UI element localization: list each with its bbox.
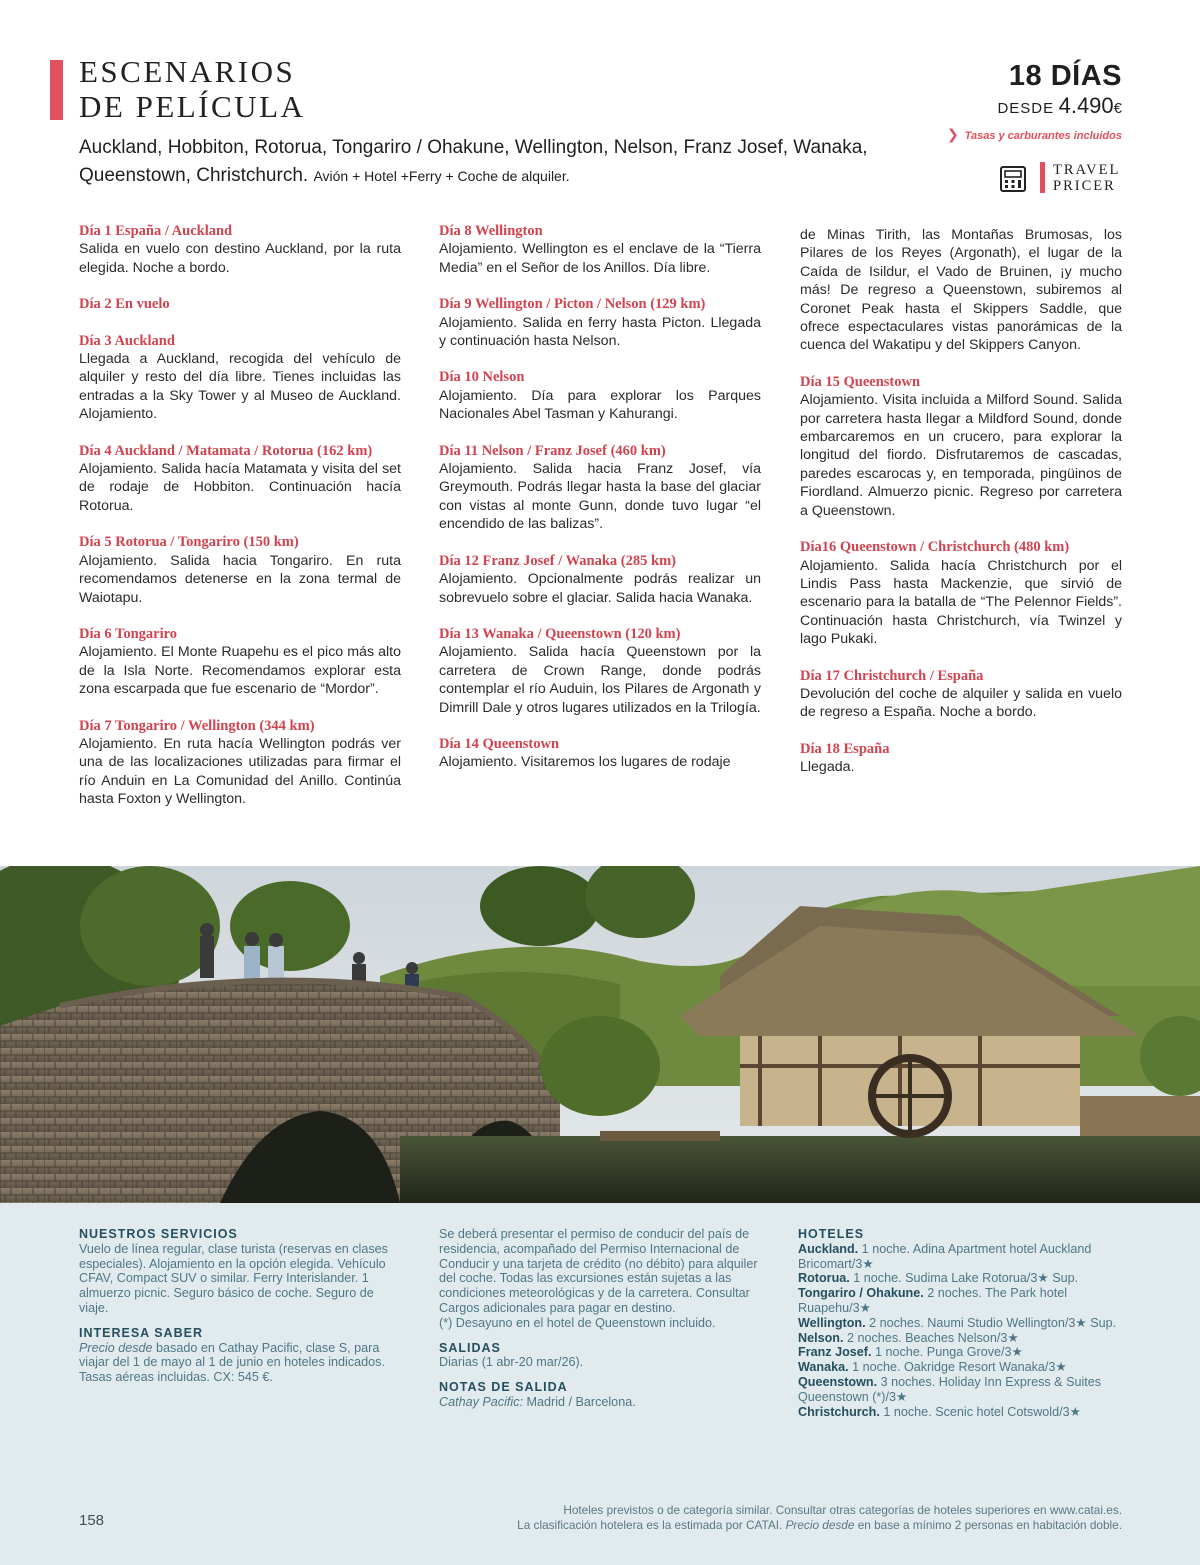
day-title: Día 18 España: [800, 740, 890, 757]
itinerary-day: [79, 717, 401, 809]
info-column-1: [79, 1227, 403, 1391]
day-title: Día 14 Queenstown: [439, 735, 560, 752]
day-title: Día16 Queenstown / Christchurch (480 km): [800, 539, 1070, 556]
hotel-city: Christchurch.: [798, 1404, 880, 1419]
day-description: Devolución del coche de alquiler y salida en vuelo de regreso a España. Noche a bordo.: [800, 685, 1122, 721]
day-title: Día 3 Auckland: [79, 332, 175, 349]
day-description: Alojamiento. Opcionalmente podrás realizar un sobrevuelo sobre el glaciar. Salida hacia Wanaka.: [439, 571, 761, 606]
itinerary-day: [79, 533, 401, 607]
hotels-heading: HOTELES: [798, 1227, 865, 1241]
itinerary-day: [439, 295, 761, 350]
hotel-item: [798, 1405, 1122, 1420]
day-description: Salida en vuelo con destino Auckland, por la ruta elegida. Noche a bordo.: [79, 241, 401, 276]
day-description: Alojamiento. Salida hacía Queenstown por la carretera de Crown Range, donde podrás contemplar el río Auduin, los Pilares de Argonath y Dimrill Dale y otros lugares utilizados en la Trilogía.: [439, 644, 761, 716]
day-title: Día 1 España / Auckland: [79, 223, 233, 239]
day-title: Día 13 Wanaka / Queenstown (120 km): [439, 625, 681, 642]
price-from-label: Precio desde: [79, 1340, 153, 1355]
hobbiton-photo: [0, 866, 1200, 1203]
travel-pricer-logo: [1000, 162, 1122, 194]
hotel-item: [798, 1316, 1122, 1331]
day-description: Alojamiento. Salida en ferry hasta Picton. Llegada y continuación hasta Nelson.: [439, 314, 761, 350]
day-title: Día 15 Queenstown: [800, 373, 921, 390]
day-14-continuation: de Minas Tirith, las Montañas Brumosas, los Pilares de los Reyes (Argonath), el lugar de la Caída de Isildur, el Vado de Bruinen, ¡y mucho más! De regreso a Queenstown, subiremos al Coronet Peak hasta el Skippers Saddle, que ofrece espectaculares vistas panorámicas de la cuenca del Wakatipu y del Skippers Canyon.: [800, 227, 1122, 354]
itinerary-column-1: [79, 222, 401, 827]
day-title: Día 5 Rotorua / Tongariro (150 km): [79, 534, 299, 551]
itinerary-day: [800, 740, 1122, 777]
hotel-city: Nelson.: [798, 1330, 844, 1345]
day-description: Alojamiento. Salida hacia Franz Josef, vía Greymouth. Podrás llegar hasta la base del glaciar con vistas al monte Gunn, donde tuvo lugar “el encendido de las balizas”.: [439, 461, 761, 533]
hotel-city: Tongariro / Ohakune.: [798, 1286, 924, 1301]
itinerary-day: [800, 373, 1122, 520]
day-title: Día 12 Franz Josef / Wanaka (285 km): [439, 552, 676, 569]
taxes-note-text: Tasas y carburantes incluidos: [964, 130, 1122, 142]
calculator-icon: [1000, 166, 1026, 192]
itinerary-day: [79, 625, 401, 699]
itinerary-day: [79, 222, 401, 277]
itinerary-day: [79, 295, 401, 313]
itinerary-day: [439, 735, 761, 772]
hotel-details: 1 noche. Punga Grove/3★: [871, 1345, 1023, 1360]
day-title: Día 9 Wellington / Picton / Nelson (129 km): [439, 296, 706, 313]
breakfast-note: (*) Desayuno en el hotel de Queenstown incluido.: [439, 1315, 716, 1330]
travel-pricer-bar: [1040, 162, 1045, 193]
day-description: Alojamiento. Salida hacía Matamata y visita del set de rodaje de Hobbiton. Continuación hacía Rotorua.: [79, 461, 401, 514]
day-title: Día 17 Christchurch / España: [800, 667, 984, 684]
hotel-details: 1 noche. Sudima Lake Rotorua/3★ Sup.: [849, 1271, 1079, 1286]
transport-summary: Avión + Hotel +Ferry + Coche de alquiler.: [313, 168, 570, 184]
trip-duration: 18 DÍAS: [1008, 60, 1122, 92]
hobbiton-scene: [0, 866, 1200, 1203]
price-prefix: DESDE: [997, 100, 1055, 117]
hotel-city: Auckland.: [798, 1241, 859, 1256]
hotel-item: [798, 1375, 1122, 1405]
good-to-know-text: [79, 1341, 403, 1385]
title-line-1: ESCENARIOS: [79, 54, 296, 89]
itinerary-column-3: [800, 226, 1122, 795]
services-heading: NUESTROS SERVICIOS: [79, 1227, 238, 1241]
page-title: [79, 54, 305, 124]
itinerary-day: [79, 332, 401, 424]
hotel-item: [798, 1271, 1122, 1286]
hotel-city: Wellington.: [798, 1315, 866, 1330]
travel-pricer-line-2: PRICER: [1053, 178, 1116, 194]
good-to-know-body: basado en Cathay Pacific, clase S, para viajar del 1 de mayo al 1 de junio en hoteles indicados. Tasas aéreas incluidas. CX: 545 €.: [79, 1340, 385, 1385]
hotel-details: 1 noche. Scenic hotel Cotswold/3★: [879, 1404, 1081, 1419]
day-title: Día 10 Nelson: [439, 369, 525, 386]
airline-label: Cathay Pacific:: [439, 1394, 523, 1409]
title-accent-bar: [50, 60, 63, 120]
day-title: Día 6 Tongariro: [79, 625, 178, 642]
info-column-3: [798, 1227, 1122, 1419]
footer-line-2-end: en base a mínimo 2 personas en habitación doble.: [854, 1518, 1122, 1532]
hotel-details: 2 noches. Beaches Nelson/3★: [843, 1330, 1019, 1345]
hotel-item: [798, 1345, 1122, 1360]
chevron-right-icon: ❯: [946, 126, 959, 142]
route-cities: Auckland, Hobbiton, Rotorua, Tongariro / Ohakune, Wellington, Nelson, Franz Josef, Wanaka, Queenstown, Christchurch.: [79, 137, 868, 186]
day-description: Alojamiento. Visitaremos los lugares de rodaje: [439, 754, 731, 771]
price-value: 4.490: [1058, 93, 1114, 118]
day-description: Llegada a Auckland, recogida del vehículo de alquiler y resto del día libre. Tienes incluidas las entradas a la Sky Tower y al Museo de Auckland. Alojamiento.: [79, 351, 401, 423]
day-description: Alojamiento. Visita incluida a Milford Sound. Salida por carretera hasta llegar a Mildford Sound, donde embarcaremos en un crucero, para explorar la longitud del fiordo. Disfrutaremos de cascadas, paredes escarocas y, en temporada, pingüinos de Fiordland. Almuerzo picnic. Regreso por carretera a Queenstown.: [800, 392, 1122, 519]
departures-text: Diarias (1 abr-20 mar/26).: [439, 1355, 584, 1370]
footer-price-from: Precio desde: [785, 1518, 855, 1532]
hotel-details: 3 noches. Holiday Inn Express & Suites Queenstown (*)/3★: [798, 1374, 1102, 1404]
hotel-details: 1 noche. Adina Apartment hotel Auckland Bricomart/3★: [798, 1241, 1092, 1271]
itinerary-day: [439, 552, 761, 607]
itinerary-day: [439, 368, 761, 423]
price-currency: €: [1113, 100, 1122, 117]
departure-notes-heading: NOTAS DE SALIDA: [439, 1380, 568, 1395]
day-description: Alojamiento. Wellington es el enclave de la “Tierra Media” en el Señor de los Anillos. Día libre.: [439, 241, 761, 276]
page-number: 158: [79, 1512, 105, 1529]
itinerary-column-2: [439, 222, 761, 790]
travel-pricer-text: [1053, 162, 1120, 194]
itinerary-day: [439, 625, 761, 717]
itinerary-day: [800, 538, 1122, 648]
info-panel: [0, 1203, 1200, 1565]
day-description: Alojamiento. Día para explorar los Parques Nacionales Abel Tasman y Kahurangi.: [439, 387, 761, 423]
hotel-city: Wanaka.: [798, 1360, 849, 1375]
hotel-city: Franz Josef.: [798, 1345, 872, 1360]
day-description: Alojamiento. El Monte Ruapehu es el pico más alto de la Isla Norte. Recomendamos explorar esta zona escarpada que fue escenario de “Mordor”.: [79, 644, 401, 698]
day-title: Día 11 Nelson / Franz Josef (460 km): [439, 442, 666, 459]
day-description: Alojamiento. En ruta hacía Wellington podrás ver una de las localizaciones utilizadas para firmar el río Anduin en La Comunidad del Anillo. Continúa hasta Foxton y Wellington.: [79, 735, 401, 808]
route-description: [79, 134, 909, 190]
hotel-item: [798, 1360, 1122, 1375]
travel-pricer-line-1: TRAVEL: [1053, 162, 1121, 178]
day-title: Día 8 Wellington: [439, 223, 543, 239]
day-description: Llegada.: [800, 759, 855, 776]
footer-line-2-start: La clasificación hotelera es la estimada por CATAI.: [517, 1518, 786, 1532]
day-title: Día 4 Auckland / Matamata / Rotorua (162 km): [79, 442, 373, 459]
itinerary-day: [439, 222, 761, 277]
hotel-item: [798, 1286, 1122, 1316]
good-to-know-heading: INTERESA SABER: [79, 1325, 203, 1340]
license-requirements-text: Se deberá presentar el permiso de conducir del país de residencia, acompañado del Permiso Internacional de Conducir y una tarjeta de crédito (no débito) para alquiler del coche. Todas las excursiones están sujetas a las condiciones meteorológicas y de la carretera. Consultar Cargos adicionales para pagar en destino.: [439, 1227, 758, 1315]
hotel-details: 1 noche. Oakridge Resort Wanaka/3★: [848, 1360, 1067, 1375]
footer-note: [517, 1503, 1122, 1533]
hotel-item: [798, 1331, 1122, 1346]
services-text: Vuelo de línea regular, clase turista (reservas en clases especiales). Alojamiento en la opción elegida. Vehículo CFAV, Compact SUV o similar. Ferry Interislander. 1 almuerzo picnic. Seguro básico de coche. Seguro de viaje.: [79, 1241, 388, 1315]
itinerary-day: [79, 442, 401, 516]
hotel-city: Rotorua.: [798, 1271, 850, 1286]
taxes-note: [947, 126, 1122, 143]
day-description: Alojamiento. Salida hacia Tongariro. En ruta recomendamos detenerse en la zona termal de Waiotapu.: [79, 552, 401, 606]
departure-cities: Madrid / Barcelona.: [523, 1394, 636, 1409]
hotel-city: Queenstown.: [798, 1374, 878, 1389]
title-line-2: DE PELÍCULA: [79, 89, 306, 124]
footer-line-2: [517, 1518, 1122, 1533]
day-title: Día 2 En vuelo: [79, 296, 170, 313]
hotel-details: 2 noches. The Park hotel Ruapehu/3★: [798, 1286, 1068, 1315]
price-line: [997, 93, 1122, 119]
hotel-item: [798, 1242, 1122, 1272]
departure-notes-text: [439, 1395, 763, 1410]
itinerary-day: [800, 667, 1122, 722]
itinerary-day: [439, 442, 761, 534]
day-description: Alojamiento. Salida hacía Christchurch por el Lindis Pass hasta Mackenzie, que sirvió de escenario para la batalla de “The Pelennor Fields”. Continuación hasta Christchurch, vía Twinzel y lago Pukaki.: [800, 557, 1122, 648]
departures-heading: SALIDAS: [439, 1340, 501, 1355]
day-title: Día 7 Tongariro / Wellington (344 km): [79, 717, 315, 734]
info-column-2: [439, 1227, 763, 1416]
hotel-details: 2 noches. Naumi Studio Wellington/3★ Sup.: [865, 1315, 1117, 1330]
footer-line-1: Hoteles previstos o de categoría similar. Consultar otras categorías de hoteles superiores en www.catai.es.: [563, 1503, 1122, 1517]
